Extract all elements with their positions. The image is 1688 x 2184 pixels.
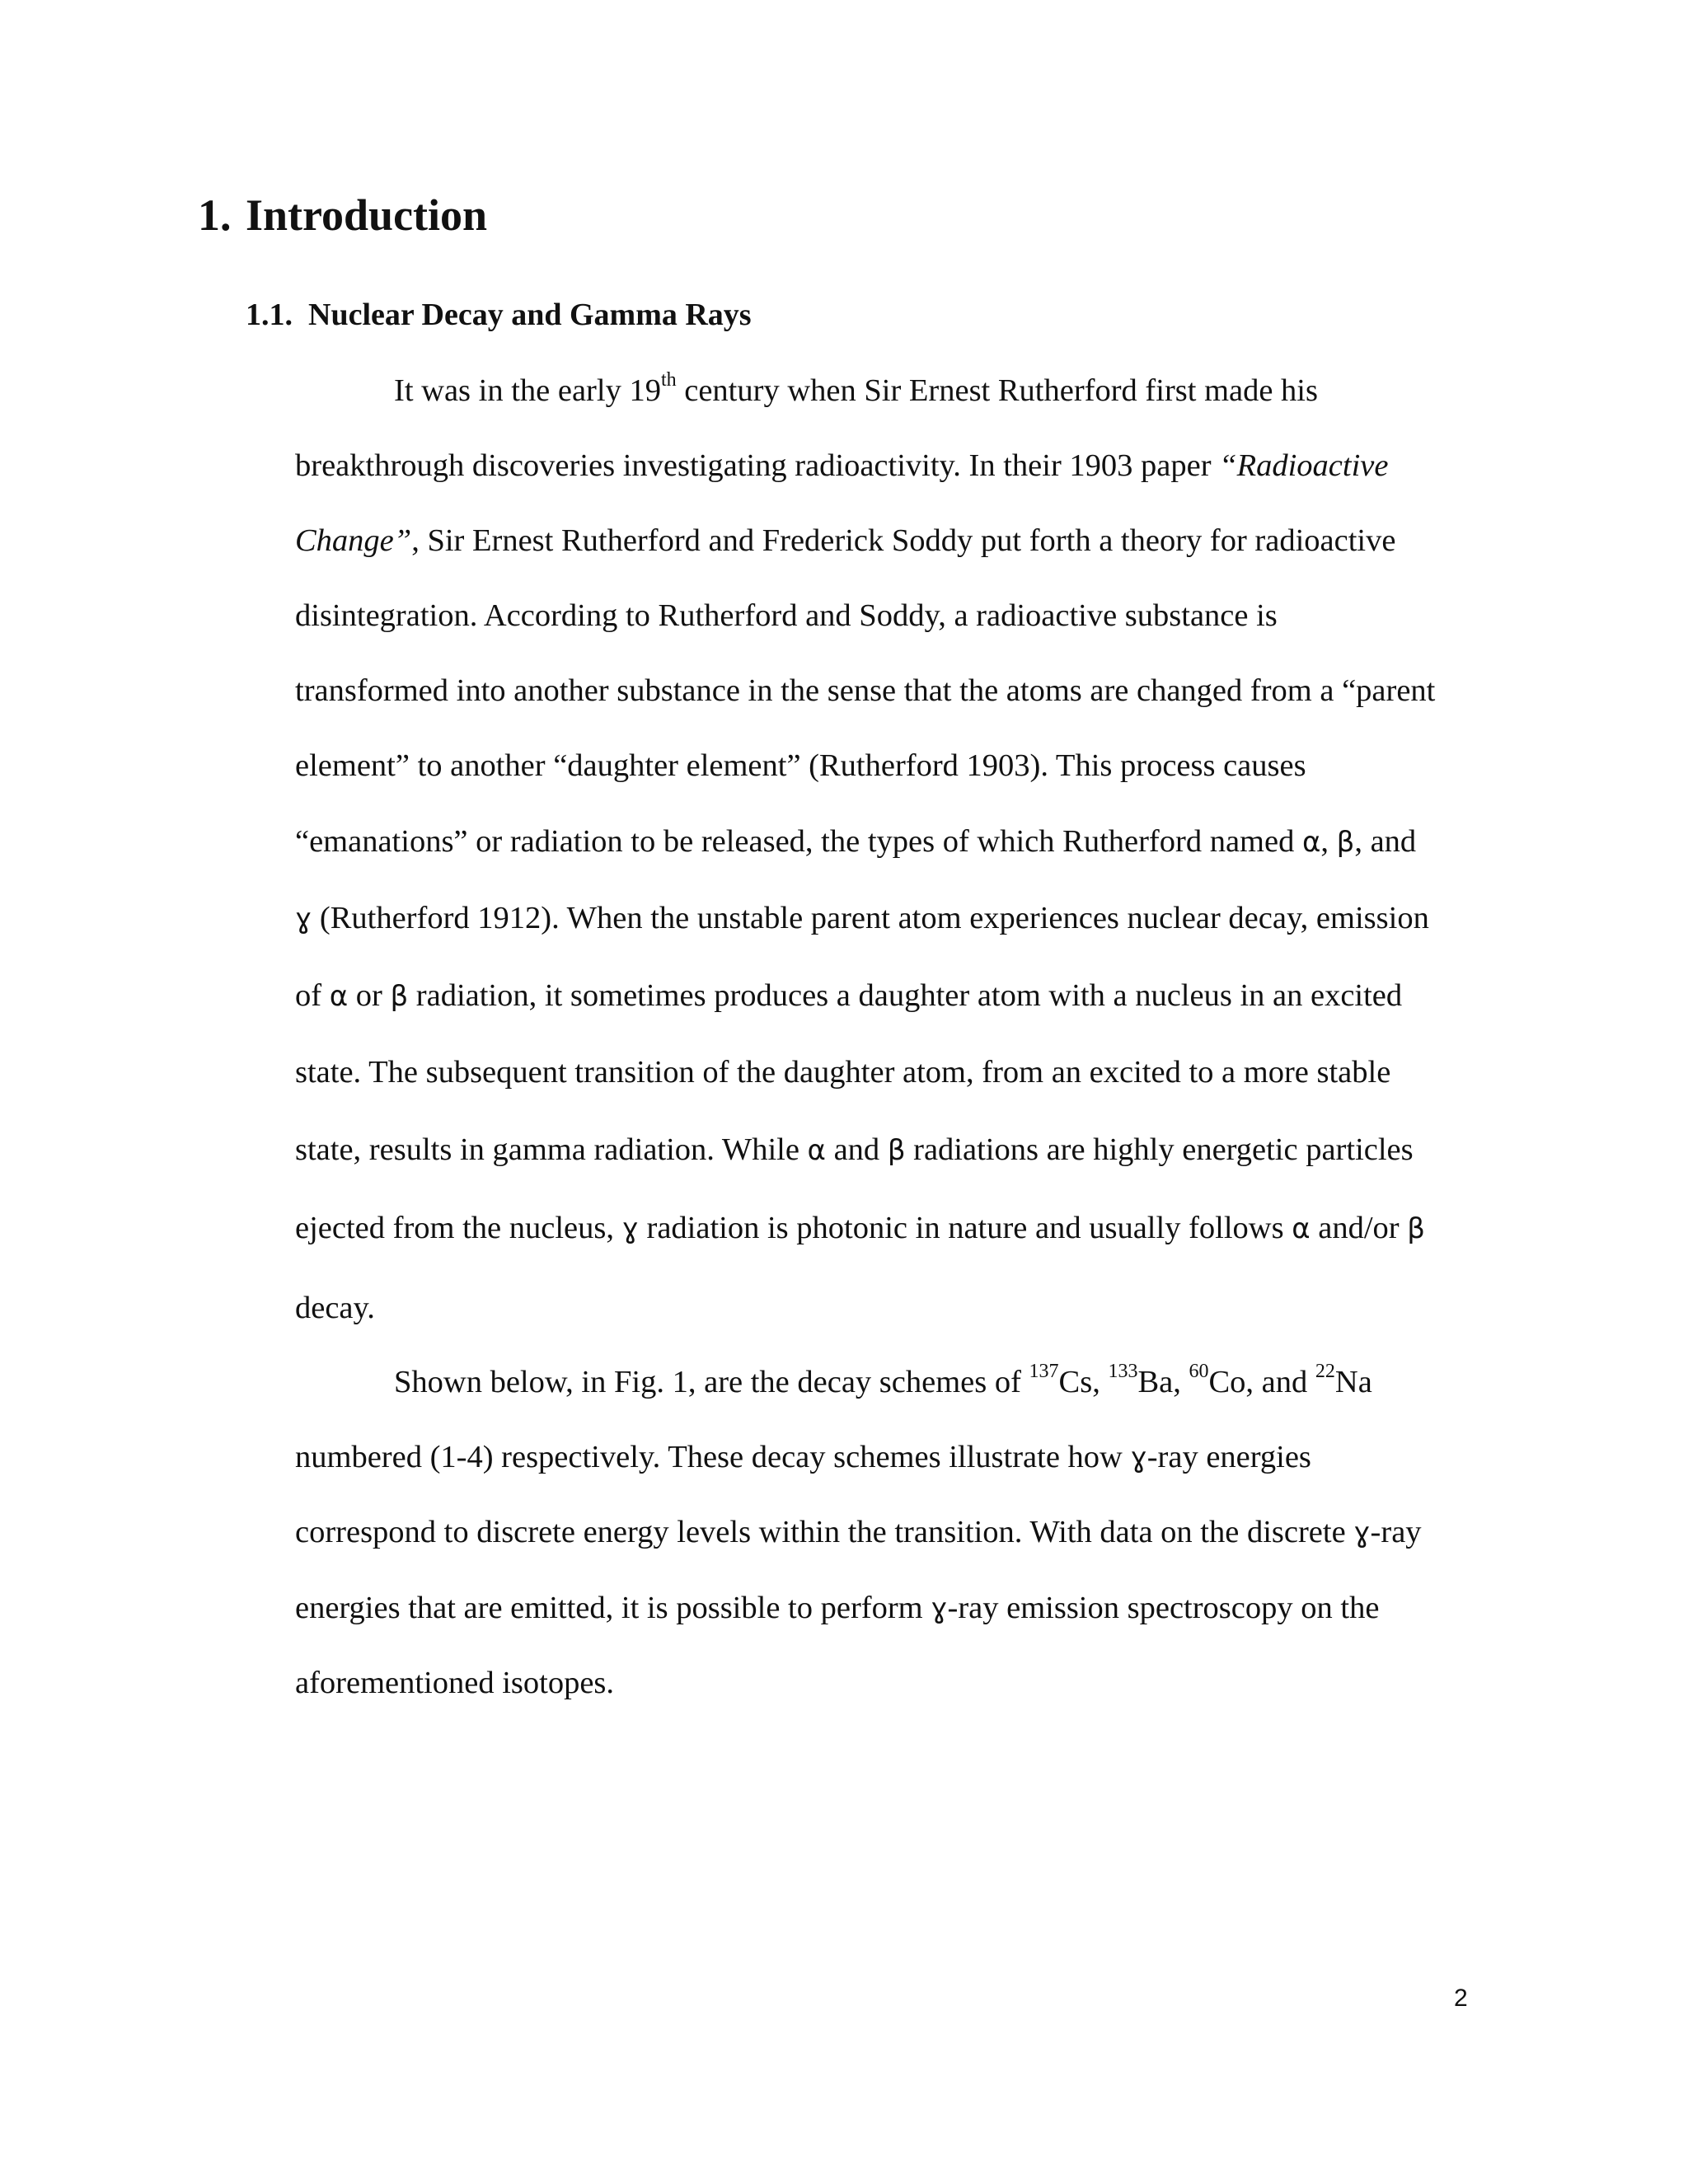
alpha-symbol: α (807, 1134, 826, 1167)
paragraph-line: element” to another “daughter element” (Rutherford 1903). This process causes (295, 748, 1306, 783)
alpha-symbol: α (329, 980, 349, 1013)
section-heading (198, 191, 487, 240)
beta-symbol: β (1407, 1212, 1425, 1245)
alpha-symbol: α (1292, 1212, 1311, 1245)
paragraph-line: decay. (295, 1291, 375, 1325)
paragraph-line: disintegration. According to Rutherford and Soddy, a radioactive substance is (295, 598, 1278, 633)
isotope-mass-number: 137 (1029, 1361, 1059, 1382)
alpha-symbol: α (1301, 826, 1321, 859)
paragraph-line: aforementioned isotopes. (295, 1666, 615, 1700)
gamma-symbol: ɣ (1130, 1441, 1147, 1474)
isotope-mass-number: 60 (1189, 1361, 1209, 1382)
paragraph-line: Shown below, in Fig. 1, are the decay schemes of $^{137}$Cs, $^{133}$Ba, $^{60}$Co, and $^{22}$Na (394, 1361, 1372, 1399)
paragraph-line: of α or β radiation, it sometimes produces a daughter atom with a nucleus in an excited (295, 978, 1403, 1013)
subsection-heading (246, 298, 752, 333)
paragraph-line: ejected from the nucleus, ɣ radiation is photonic in nature and usually follows α and/or β (295, 1211, 1425, 1245)
section-number: 1. (198, 190, 232, 240)
isotope-mass-number: 22 (1315, 1361, 1335, 1382)
subsection-number: 1.1. (246, 298, 293, 332)
page-number: 2 (1454, 1985, 1468, 2012)
subsection-title: Nuclear Decay and Gamma Rays (308, 298, 752, 332)
paragraph-line: numbered (1-4) respectively. These decay schemes illustrate how ɣ-ray energies (295, 1440, 1311, 1474)
paragraph-line: state, results in gamma radiation. While α and β radiations are highly energetic particles (295, 1132, 1414, 1167)
paragraph-line: energies that are emitted, it is possible to perform ɣ-ray emission spectroscopy on the (295, 1591, 1380, 1625)
paragraph-line: correspond to discrete energy levels within the transition. With data on the discrete ɣ-ray (295, 1515, 1422, 1549)
paragraph-line: transformed into another substance in the sense that the atoms are changed from a “parent (295, 673, 1436, 708)
beta-symbol: β (390, 980, 409, 1013)
gamma-symbol: ɣ (1353, 1516, 1371, 1549)
paragraph-line: breakthrough discoveries investigating radioactivity. In their 1903 paper “Radioactive (295, 448, 1389, 483)
beta-symbol: β (1336, 826, 1355, 859)
paragraph-line: “emanations” or radiation to be released, the types of which Rutherford named α, β, and (295, 824, 1417, 859)
paragraph-line: state. The subsequent transition of the daughter atom, from an excited to a more stable (295, 1055, 1391, 1090)
beta-symbol: β (887, 1134, 906, 1167)
gamma-symbol: ɣ (621, 1212, 639, 1245)
gamma-symbol: ɣ (931, 1592, 948, 1625)
isotope-mass-number: 133 (1108, 1361, 1138, 1382)
paragraph-line: ɣ (Rutherford 1912). When the unstable parent atom experiences nuclear decay, emission (295, 901, 1429, 935)
gamma-symbol: ɣ (295, 902, 312, 935)
paragraph-line: It was in the early 19th century when Sir Ernest Rutherford first made his (394, 369, 1318, 408)
paragraph-line: Change”, Sir Ernest Rutherford and Frederick Soddy put forth a theory for radioactive (295, 523, 1396, 558)
section-title: Introduction (246, 190, 488, 240)
